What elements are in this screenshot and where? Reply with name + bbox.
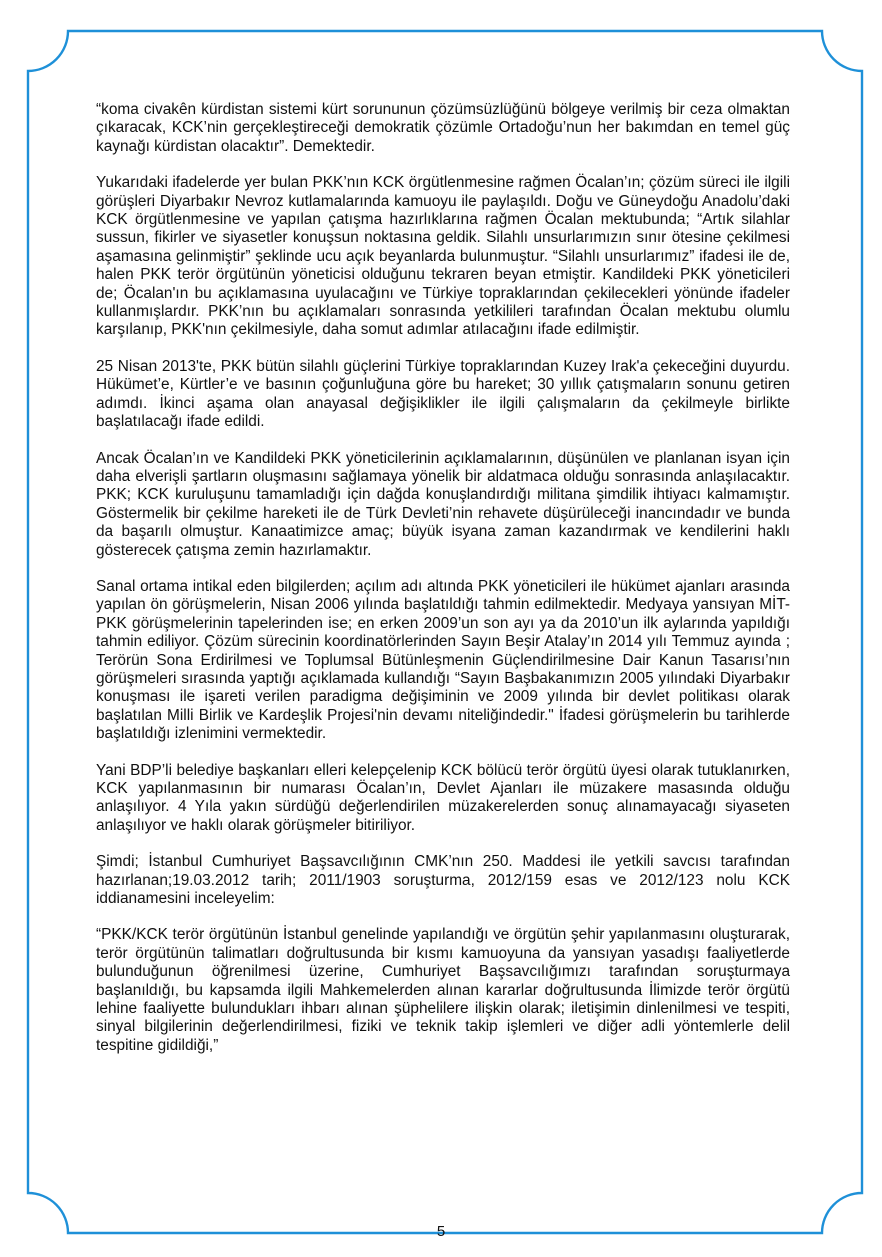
quoted-paragraph: “PKK/KCK terör örgütünün İstanbul genelinde yapılandığı ve örgütün şehir yapılanmasını oluşturarak, terör örgütünün talimatları doğrultusunda bir kısmı kamuoyuna da yansıyan yasadışı faaliyetlerde bulunduğunun öğrenilmesi üzerine, Cumhuriyet Başsavcılığımızı tarafından soruşturmaya başlanıldığı, bu kapsamda ilgili Mahkemelerden alınan kararlar doğrultusunda İlimizde terör örgütü lehine faaliyette bulundukları ihbarı alınan şüphelilere ilişkin olarak; iletişimin dinlenilmesi ve tespiti, sinyal bilgilerinin değerlendirilmesi, fiziki ve teknik takip işlemleri ve diğer adli yöntemlerle delil tespitine gidildiği,” <box>96 926 790 1054</box>
document-body <box>96 101 790 1073</box>
paragraph: Yukarıdaki ifadelerde yer bulan PKK’nın KCK örgütlenmesine rağmen Öcalan’ın; çözüm süreci ile ilgili görüşleri Diyarbakır Nevroz kutlamalarında kamuoyu ile paylaşıldı. Doğu ve Güneydoğu Anadolu’daki KCK örgütlenmesine ve yapılan çatışma hazırlıklarına rağmen Öcalan mektubunda; “Artık silahlar sussun, fikirler ve siyasetler konuşsun noktasına geldik. Silahlı unsurlarımızın sınır ötesine çekilmesi aşamasına gelinmiştir” şeklinde ucu açık beyanlarda bulunmuştur. “Silahlı unsurlarımız” ifadesi ile de, halen PKK terör örgütünün yöneticisi olduğunu tekraren beyan etmiştir. Kandildeki PKK yöneticileri de; Öcalan'ın bu açıklamasına uyulacağını ve Türkiye topraklarından çekilecekleri yönünde ifadeler kullanmışlardır. PKK’nın bu açıklamaları sonrasında yetkilileri tarafından Öcalan mektubu olumlu karşılanıp, PKK'nın çekilmesiyle, daha somut adımlar atılacağını ifade edilmiştir. <box>96 174 790 339</box>
paragraph: Yani BDP’li belediye başkanları elleri kelepçelenip KCK bölücü terör örgütü üyesi olarak tutuklanırken, KCK yapılanmasının bir numarası Öcalan’ın, Devlet Ajanları ile müzakere masasında olduğu anlaşılıyor. 4 Yıla yakın sürdüğü değerlendirilen müzakerelerden sonuç alınamayacağı siyaseten anlaşılıyor ve haklı olarak görüşmeler bitiriliyor. <box>96 761 790 834</box>
paragraph: Sanal ortama intikal eden bilgilerden; açılım adı altında PKK yöneticileri ile hükümet ajanları arasında yapılan ön görüşmelerin, Nisan 2006 yılında başlatıldığı tahmin edilmektedir. Medyaya yansıyan MİT-PKK görüşmelerinin tapelerinden ise; en erken 2009’un son ayı ya da 2010’un ilk aylarında yapıldığı tahmin ediliyor. Çözüm sürecinin koordinatörlerinden Sayın Beşir Atalay’ın 2014 yılı Temmuz ayında ; Terörün Sona Erdirilmesi ve Toplumsal Bütünleşmenin Güçlendirilmesine Dair Kanun Tasarısı’nın görüşmeleri sırasında yaptığı açıklamada kullandığı “Sayın Başbakanımızın 2005 yılındaki Diyarbakır konuşması ile işareti verilen paradigma değişiminin ve 2009 yılında bir devlet politikası olarak başlatılan Milli Birlik ve Kardeşlik Projesi'nin devamı niteliğindedir." İfadesi görüşmelerin bu tarihlerde başlatıldığı izlenimini vermektedir. <box>96 577 790 743</box>
page-number: 5 <box>436 1223 446 1240</box>
paragraph: Ancak Öcalan’ın ve Kandildeki PKK yöneticilerinin açıklamalarının, düşünülen ve planlanan isyan için daha elverişli şartların oluşmasını sağlamaya yönelik bir aldatmaca olduğu sonrasında anlaşılacaktır. PKK; KCK kuruluşunu tamamladığı için dağda konuşlandırdığı militana şimdilik ihtiyacı kalmamıştır. Göstermelik bir çekilme hareketi ile de Türk Devleti’nin rehavete düşürüleceği inancındadır ve bunda da başarılı olmuştur. Kanaatimizce amaç; büyük isyana zaman kazandırmak ve kendilerini haklı gösterecek çatışma zemin hazırlamaktır. <box>96 449 790 559</box>
paragraph: Şimdi; İstanbul Cumhuriyet Başsavcılığının CMK’nın 250. Maddesi ile yetkili savcısı tarafından hazırlanan;19.03.2012 tarih; 2011/1903 soruşturma, 2012/159 esas ve 2012/123 nolu KCK iddianamesini inceleyelim: <box>96 853 790 908</box>
paragraph: “koma civakên kürdistan sistemi kürt sorununun çözümsüzlüğünü bölgeye verilmiş bir ceza olmaktan çıkaracak, KCK’nin gerçekleştireceği demokratik çözümle Ortadoğu’nun her bakımdan en temel güç kaynağı kürdistan olacaktır”. Demektedir. <box>96 101 790 155</box>
paragraph: 25 Nisan 2013'te, PKK bütün silahlı güçlerini Türkiye topraklarından Kuzey Irak'a çekeceğini duyurdu. Hükümet’e, Kürtler’e ve basının çoğunluğuna göre bu hareket; 30 yıllık çatışmaların sonunu getiren adımdı. İkinci aşama olan anayasal değişiklikler ile ilgili çalışmaların da çekilmeyle birlikte başlatılacağı ifade edildi. <box>96 357 790 431</box>
